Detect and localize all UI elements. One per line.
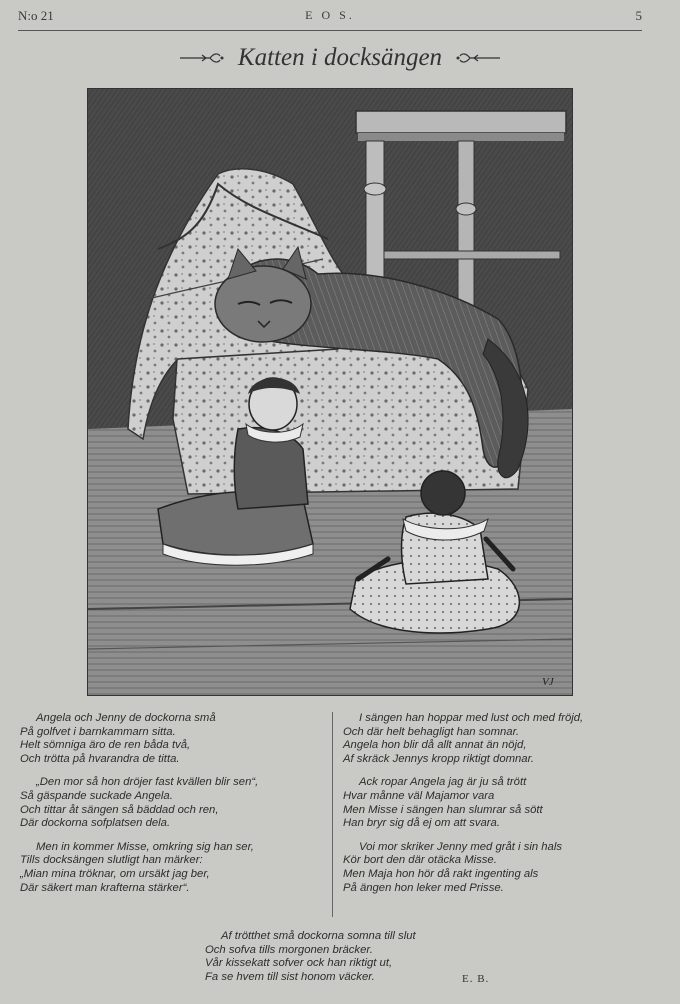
poem-line: Kör bort den där otäcka Misse. — [343, 854, 497, 867]
engraving-illustration — [87, 88, 573, 696]
poem-line: På ängen hon leker med Prisse. — [343, 881, 504, 894]
left-ornament-icon — [180, 52, 224, 64]
poem-right-column — [343, 712, 643, 905]
title-row — [0, 44, 680, 78]
poem-title: Katten i docksängen — [237, 44, 443, 71]
poem-line: Men Misse i sängen han slumrar så sött — [343, 803, 543, 816]
poem-line: Tills docksängen slutligt han märker: — [20, 854, 203, 867]
page-header — [18, 8, 642, 28]
stanza — [20, 841, 320, 895]
poem-line: Och tittar åt sängen så bäddad och ren, — [20, 803, 219, 816]
poem-line: Men in kommer Misse, omkring sig han ser, — [36, 840, 254, 853]
poem-line: Och där helt behagligt han somnar. — [343, 725, 520, 738]
right-ornament-icon — [456, 52, 500, 64]
issue-number: N:o 21 — [18, 8, 54, 23]
stanza — [343, 712, 643, 766]
stanza — [343, 841, 643, 895]
poem-line: Fa se hvem till sist honom väcker. — [205, 970, 375, 983]
poem-line: Af trötthet små dockorna somna till slut — [221, 930, 416, 942]
poem-line: Helt sömniga äro de ren båda två, — [20, 739, 191, 752]
poem-line: Angela hon blir då allt annat än nöjd, — [343, 739, 527, 752]
poem-line: Och trötta på hvarandra de titta. — [20, 752, 180, 765]
poem-line: Han bryr sig då ej om att svara. — [343, 817, 500, 830]
stanza — [20, 776, 320, 830]
stanza — [20, 712, 320, 766]
poem-line: I sängen han hoppar med lust och med fröjd, — [359, 712, 584, 724]
poem-line: Af skräck Jennys kropp riktigt domnar. — [343, 752, 535, 765]
poem-line: Hvar månne väl Majamor vara — [343, 789, 495, 802]
poem-line: Men Maja hon hör då rakt ingenting als — [343, 867, 539, 880]
header-rule — [18, 30, 642, 31]
poem-line: Där säkert man krafterna stärker“. — [20, 881, 190, 894]
artist-monogram: VJ — [542, 676, 554, 688]
page-number: 5 — [635, 8, 642, 23]
poem-line: Ack ropar Angela jag är ju så trött — [359, 776, 527, 789]
poem-line: Voi mor skriker Jenny med gråt i sin hals — [359, 840, 562, 853]
author-signature: E. B. — [462, 973, 490, 985]
poem-line: „Mian mina tröknar, om ursäkt jag ber, — [20, 867, 210, 880]
poem-line: På golfvet i barnkammarn sitta. — [20, 725, 176, 738]
stanza — [343, 776, 643, 830]
poem-line: „Den mor så hon dröjer fast kvällen blir sen“, — [36, 776, 259, 789]
poem-line: Och sofva tills morgonen bräcker. — [205, 943, 373, 956]
poem-line: Så gäspande suckade Angela. — [20, 789, 173, 802]
magazine-name: E O S. — [305, 8, 355, 22]
cat-in-doll-bed-picture — [88, 89, 572, 695]
poem-line: Där dockorna sofplatsen dela. — [20, 817, 171, 830]
poem-line: Vår kissekatt sofver ock han riktigt ut, — [205, 957, 393, 970]
poem-left-column — [20, 712, 320, 905]
column-divider — [332, 712, 333, 917]
poem-line: Angela och Jenny de dockorna små — [36, 712, 216, 724]
